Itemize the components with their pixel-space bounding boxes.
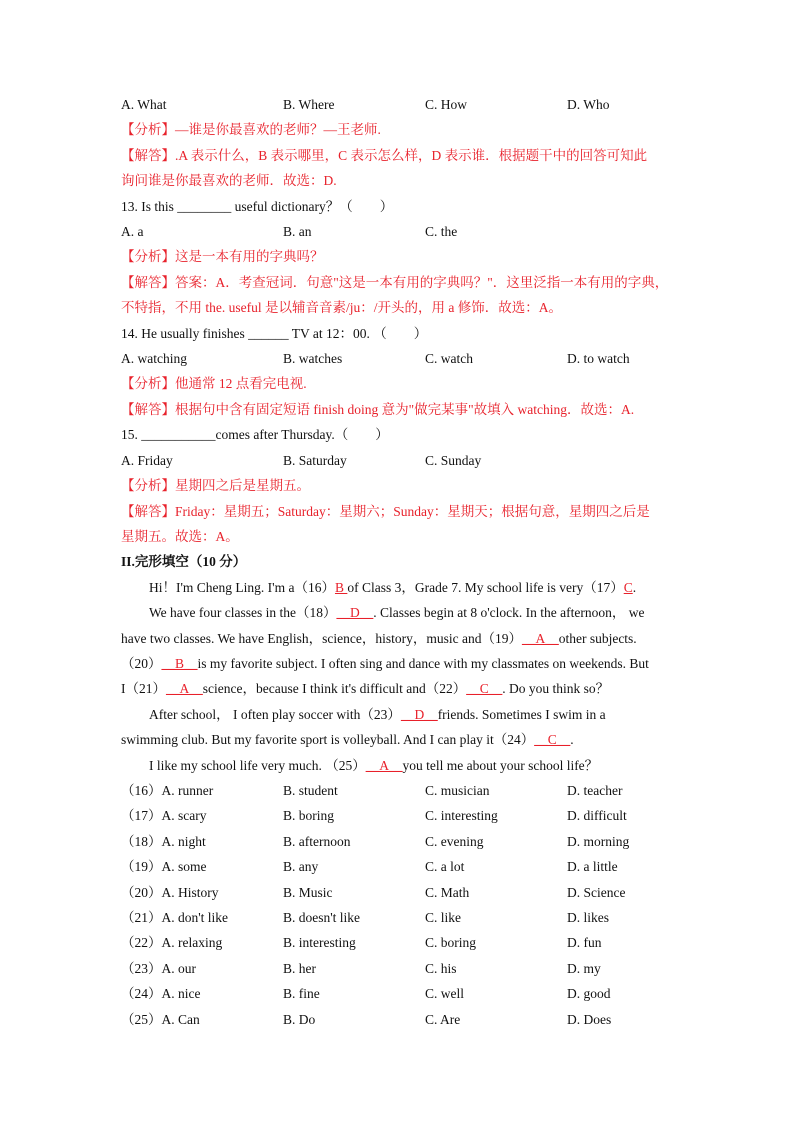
q14-analysis: 【分析】他通常 12 点看完电视. xyxy=(121,376,307,392)
passage-text: （20） xyxy=(121,655,162,671)
q15-stem: 15. ___________comes after Thursday.（ ） xyxy=(121,427,389,443)
cloze-option: C. a lot xyxy=(425,859,465,875)
cloze-option: D. difficult xyxy=(567,808,627,824)
cloze-option: B. interesting xyxy=(283,935,356,951)
q14-option-d: D. to watch xyxy=(567,351,630,367)
cloze-option: B. her xyxy=(283,960,316,976)
cloze-option: （17）A. scary xyxy=(121,808,207,824)
passage-text: science，because I think it's difficult and（22） xyxy=(202,681,467,697)
cloze-option: C. Are xyxy=(425,1011,461,1027)
cloze-option: （24）A. nice xyxy=(121,986,201,1002)
cloze-option: D. a little xyxy=(567,859,618,875)
q13-options xyxy=(121,219,681,244)
cloze-option: D. Science xyxy=(567,884,626,900)
passage-text: I（21） xyxy=(121,681,166,697)
blank-21-answer: __A__ xyxy=(166,681,203,697)
blank-22-answer: __C__ xyxy=(466,681,503,697)
cloze-option: （22）A. relaxing xyxy=(121,935,223,951)
blank-16-answer: B xyxy=(334,579,348,595)
q13-analysis: 【分析】这是一本有用的字典吗？ xyxy=(121,249,324,265)
q15-option-b: B. Saturday xyxy=(283,452,347,468)
q12-option-d: D. Who xyxy=(567,97,610,112)
passage-text: have two classes. We have English，science，history，music and（19） xyxy=(121,630,522,646)
q15-options xyxy=(121,448,681,473)
q12-option-a: A. What xyxy=(121,97,167,112)
blank-24-answer: __C__ xyxy=(534,732,571,748)
q15-option-c: C. Sunday xyxy=(425,452,482,468)
cloze-option: （25）A. Can xyxy=(121,1011,200,1027)
q13-answer-line2: 不特指，不用 the. useful 是以辅音音素/ju：/开头的，用 a 修饰．故选：A。 xyxy=(121,300,562,316)
cloze-option: D. likes xyxy=(567,910,609,925)
passage-line-2 xyxy=(121,600,681,625)
q13-stem: 13. Is this ________ useful dictionary？（ ） xyxy=(121,198,394,214)
passage-text: After school， I often play soccer with（23） xyxy=(149,706,401,722)
blank-18-answer: __D__ xyxy=(336,605,374,621)
passage-line-5 xyxy=(121,676,681,701)
cloze-option: D. my xyxy=(567,960,601,976)
cloze-option: （19）A. some xyxy=(121,859,207,875)
cloze-option: C. his xyxy=(425,960,457,976)
cloze-option-row xyxy=(121,829,681,854)
passage-line-4 xyxy=(121,651,681,676)
passage-text: is my favorite subject. I often sing and dance with my classmates on weekends. But xyxy=(197,655,649,671)
cloze-option: （21）A. don't like xyxy=(121,910,229,925)
cloze-option: C. musician xyxy=(425,782,490,798)
cloze-option: B. afternoon xyxy=(283,833,351,849)
cloze-option-row xyxy=(121,905,681,930)
cloze-option: D. fun xyxy=(567,935,602,951)
q12-option-b: B. Where xyxy=(283,97,335,112)
passage-line-7 xyxy=(121,727,681,752)
cloze-option-row xyxy=(121,981,681,1006)
q12-answer-line2: 询问谁是你最喜欢的老师．故选：D. xyxy=(121,173,337,189)
cloze-option-row xyxy=(121,880,681,905)
passage-text: I like my school life very much. （25） xyxy=(149,757,366,773)
document-page xyxy=(121,92,681,1032)
blank-25-answer: __A__ xyxy=(365,757,403,773)
q14-option-b: B. watches xyxy=(283,351,343,367)
cloze-option: C. evening xyxy=(425,833,484,849)
cloze-option: C. boring xyxy=(425,935,477,951)
q15-option-a: A. Friday xyxy=(121,452,173,468)
passage-line-8 xyxy=(121,753,681,778)
q15-analysis: 【分析】星期四之后是星期五。 xyxy=(121,478,310,494)
q14-options xyxy=(121,346,681,371)
passage-text: you tell me about your school life？ xyxy=(402,757,599,773)
q14-option-a: A. watching xyxy=(121,351,187,367)
cloze-option-row xyxy=(121,1007,681,1032)
q13-option-c: C. the xyxy=(425,224,458,240)
q12-answer-line1: 【解答】.A 表示什么，B 表示哪里，C 表示怎么样，D 表示谁．根据题干中的回答可知此 xyxy=(121,147,648,163)
blank-23-answer: __D__ xyxy=(400,706,438,722)
cloze-option: B. any xyxy=(283,859,319,875)
passage-text: friends. Sometimes I swim in a xyxy=(437,706,606,722)
cloze-option: C. well xyxy=(425,986,464,1002)
cloze-option: D. morning xyxy=(567,833,630,849)
q13-option-a: A. a xyxy=(121,224,144,240)
passage-text: We have four classes in the（18） xyxy=(149,605,337,621)
q12-option-c: C. How xyxy=(425,97,468,112)
cloze-option: C. like xyxy=(425,910,461,925)
cloze-option: D. Does xyxy=(567,1011,612,1027)
q14-answer: 【解答】根据句中含有固定短语 finish doing 意为"做完某事"故填入 watching．故选：A. xyxy=(121,401,635,417)
cloze-option: D. teacher xyxy=(567,782,623,798)
passage-text: Hi！I'm Cheng Ling. I'm a（16） xyxy=(149,579,335,595)
cloze-option-row xyxy=(121,930,681,955)
cloze-option: B. doesn't like xyxy=(283,910,361,925)
cloze-option: （18）A. night xyxy=(121,833,206,849)
passage-line-1 xyxy=(121,575,681,600)
q14-stem: 14. He usually finishes ______ TV at 12：00. （ ） xyxy=(121,325,428,341)
blank-20-answer: __B__ xyxy=(161,655,198,671)
passage-text: other subjects. xyxy=(558,630,637,646)
cloze-option: C. interesting xyxy=(425,808,498,824)
cloze-option-row xyxy=(121,803,681,828)
passage-text: . xyxy=(632,579,637,595)
cloze-option: D. good xyxy=(567,986,611,1002)
cloze-option: B. fine xyxy=(283,986,320,1002)
q13-option-b: B. an xyxy=(283,224,312,240)
cloze-option: B. Music xyxy=(283,884,333,900)
q13-answer-line1: 【解答】答案：A．考查冠词．句意"这是一本有用的字典吗？"．这里泛指一本有用的字典， xyxy=(121,274,669,290)
section-title: II.完形填空（10 分） xyxy=(121,554,247,570)
q14-option-c: C. watch xyxy=(425,351,473,367)
passage-text: . Do you think so？ xyxy=(502,681,610,697)
passage-text: of Class 3，Grade 7. My school life is very（17） xyxy=(347,579,624,595)
cloze-option: C. Math xyxy=(425,884,470,900)
passage-line-6 xyxy=(121,702,681,727)
cloze-option-row xyxy=(121,956,681,981)
cloze-option: B. student xyxy=(283,782,338,798)
q12-options xyxy=(121,92,681,117)
cloze-option-row xyxy=(121,854,681,879)
q15-answer-line2: 星期五。故选：A。 xyxy=(121,528,239,544)
passage-line-3 xyxy=(121,626,681,651)
cloze-option: （20）A. History xyxy=(121,884,219,900)
cloze-option: B. boring xyxy=(283,808,335,824)
passage-text: swimming club. But my favorite sport is volleyball. And I can play it（24） xyxy=(121,732,535,748)
cloze-option: B. Do xyxy=(283,1011,316,1027)
cloze-option-row xyxy=(121,778,681,803)
blank-19-answer: __A__ xyxy=(521,630,559,646)
passage-text: . xyxy=(570,732,574,748)
q12-analysis: 【分析】—谁是你最喜欢的老师？—王老师. xyxy=(121,122,381,138)
cloze-option: （16）A. runner xyxy=(121,782,214,798)
cloze-option: （23）A. our xyxy=(121,960,196,976)
passage-text: . Classes begin at 8 o'clock. In the afternoon， we xyxy=(373,605,645,621)
blank-17-answer: C xyxy=(623,579,633,595)
q15-answer-line1: 【解答】Friday：星期五；Saturday：星期六；Sunday：星期天；根据句意，星期四之后是 xyxy=(121,503,650,519)
